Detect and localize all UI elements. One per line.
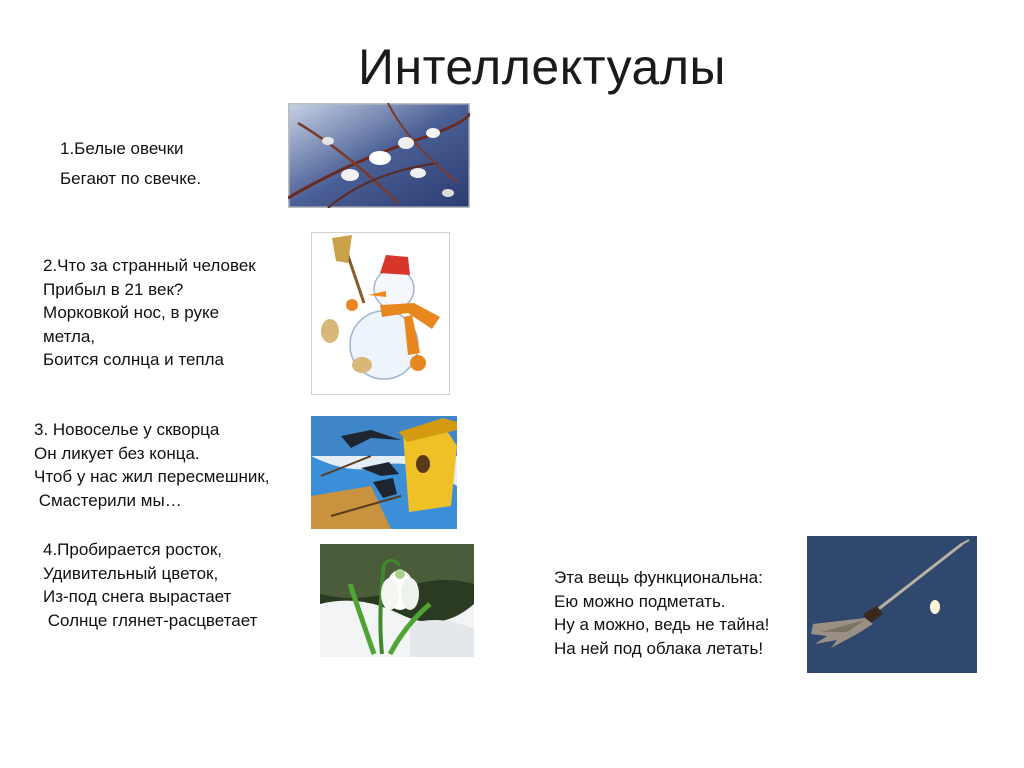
birdhouse-icon [311,416,457,529]
riddle-line: Ну а можно, ведь не тайна! [554,615,770,634]
snowdrop-icon [320,544,474,657]
riddle-line: 1.Белые овечки [60,139,184,158]
riddle-2-text [43,254,256,372]
snowman-icon [311,232,450,395]
riddle-line: Он ликует без конца. [34,443,200,463]
riddle-5-text [554,566,769,660]
riddle-line: Ею можно подметать. [554,591,726,611]
riddle-line: 4.Пробирается росток, [43,540,222,559]
riddle-line: Боится солнца и тепла [43,350,224,369]
riddle-line: Солнце глянет-расцветает [43,610,258,630]
riddle-line: Прибыл в 21 век? [43,279,184,299]
riddle-line: 3. Новоселье у скворца [34,420,220,439]
riddle-line: На ней под облака летать! [554,638,764,658]
riddle-4-text [43,538,257,632]
riddle-line: метла, [43,326,96,346]
riddle-1-text [60,134,201,194]
flying-broom-icon [807,536,977,673]
willow-catkins-icon [288,103,470,208]
riddle-line: Из-под снега вырастает [43,587,232,606]
riddle-line: Чтоб у нас жил пересмешник, [34,467,270,486]
riddle-line: Бегают по свечке. [60,169,202,188]
riddle-line: Удивительный цветок, [43,563,219,583]
riddle-line: Морковкой нос, в руке [43,303,220,322]
riddle-3-text [34,418,270,512]
riddle-line: Смастерили мы… [34,490,182,510]
slide-title: Интеллектуалы [358,39,726,95]
riddle-line: Эта вещь функциональна: [554,568,763,587]
riddle-line: 2.Что за странный человек [43,256,256,275]
